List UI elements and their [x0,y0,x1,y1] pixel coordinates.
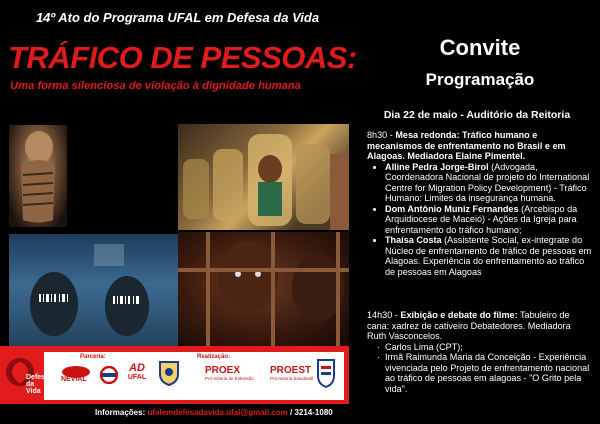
partner-circle-logo [100,366,118,389]
list-item: · Irmã Raimunda Maria da Conceição - Experiência vivenciada pelo Projeto de enfrentamento nacional ao tráfico de pessoas em alagoas - "O Grito pela vida". [385,352,592,394]
list-item: · Carlos Lima (CPT); [385,342,592,353]
proex-logo: PROEX Pró-reitoria de Extensão [205,365,254,381]
afternoon-session: 14h30 - Exibição e debate do filme: Tabuleiro de cana: xadrez de cativeiro Debatedores. Mediadora Ruth Vasconcelos. · Carlos Lima (CPT); · Irmã Raimunda Maria da Conceição - Experiência vivenciada pelo Projeto de enfrentamento nacional ao tráfico de pessoas em alagoas - "O Grito pela vida". [367,310,592,394]
contact-info: Informações: ufalemdefesadavida.ufal@gmail.com / 3214-1080 [95,408,333,417]
realizacao-label: Realização: [197,354,231,360]
contact-phone: 3214-1080 [294,408,333,417]
page-subtitle: Uma forma silenciosa de violação à dignidade humana [10,80,301,92]
bound-person-illustration [9,125,67,227]
ufal-logo: AD UFAL [127,362,147,381]
list-item: • Thaísa Costa (Assistente Social, ex-integrate do Núcleo de enfrentamento de tráfico de pessoas em Alagoas. Experiência do enfrentamento ao tráfico de pessoas em Alagoas [385,235,592,277]
left-logo-text: Defesa da Vida [26,374,49,395]
university-crest-icon [316,358,336,393]
list-item: • Alline Pedra Jorge-Birol (Advogada, Coordenadora Nacional de projeto do International Centre for Migration Policy Development) - Tráfico Humano: Limites da insegurança humana. [385,162,592,204]
photo-jars [178,124,349,230]
nevial-logo: NEVIAL [58,364,94,386]
barcode-faces-illustration [9,234,178,346]
convite-heading: Convite [439,35,521,60]
photo-child-behind-bars [178,232,349,346]
coat-of-arms-icon [158,360,180,391]
parceria-label: Parceria: [80,354,106,360]
morning-speakers [367,162,592,278]
defesa-da-vida-logo [4,352,49,398]
morning-session: 8h30 - Mesa redonda: Tráfico humano e mecanismos de enfrentamento no Brasil e em Alagoas. Mediadora Elaine Pimentel. • Alline Pedra Jorge-Birol (Advogada, Coordenadora Nacional de projeto do International Centre for Migration Policy Development) - Tráfico Humano: Limites da insegurança humana. • Dom Antônio Muniz Fernandes (Arcebispo da Arquidiocese de Maceió) - Ações da Igreja para enfrentamento do tráfico humano; • Thaísa Costa (Assistente Social, ex-integrate do Núcleo de enfrentamento de tráfico de pessoas em Alagoas. Experiência do enfrentamento ao tráfico de pessoas em Alagoas [367,130,592,277]
programacao-heading: Programação [425,70,535,89]
proest-logo: PROEST Pró-reitoria Estudantil [270,365,314,381]
event-line: 14º Ato do Programa UFAL em Defesa da Vida [35,10,320,25]
event-date: Dia 22 de maio - Auditório da Reitoria [383,109,571,121]
list-item: • Dom Antônio Muniz Fernandes (Arcebispo da Arquidiocese de Maceió) - Ações da Igreja para enfrentamento do tráfico humano; [385,204,592,236]
page-title: TRÁFICO DE PESSOAS: [8,40,357,75]
afternoon-debaters [367,342,592,395]
jars-illustration [178,124,349,230]
photo-bound-person [9,125,67,227]
photo-barcoded-faces [9,234,178,346]
child-bars-illustration [178,232,349,346]
contact-email[interactable]: ufalemdefesadavida.ufal@gmail.com [147,408,288,417]
